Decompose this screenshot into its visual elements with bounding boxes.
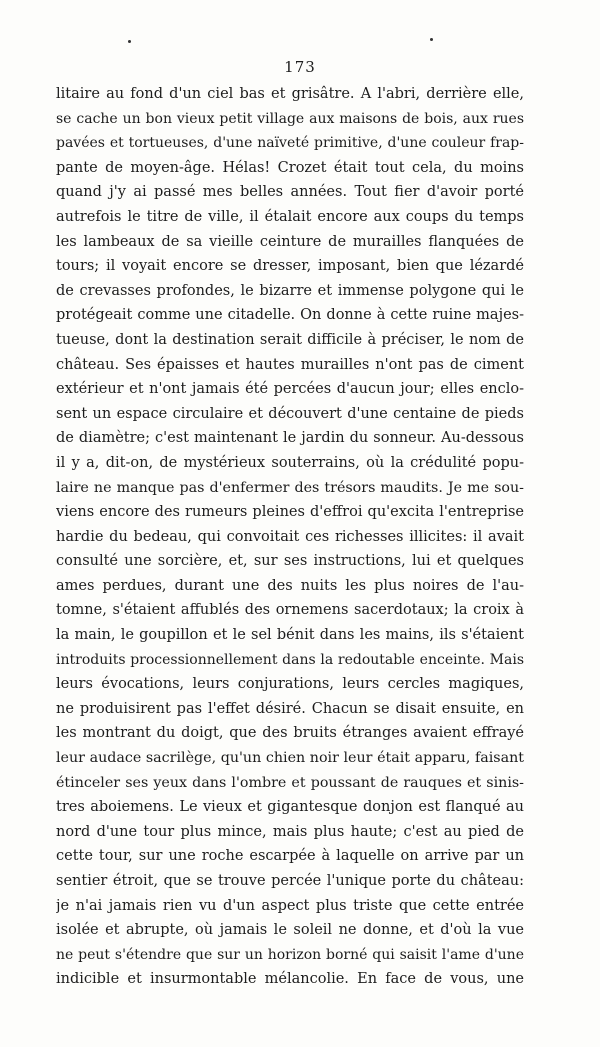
text-line: protégeait comme une citadelle. On donne à cette ruine majes- xyxy=(56,307,524,324)
text-line: ne produisirent pas l'effet désiré. Chacun se disait ensuite, en xyxy=(56,700,524,717)
text-line: étinceler ses yeux dans l'ombre et poussant de rauques et sinis- xyxy=(56,774,524,791)
text-line: je n'ai jamais rien vu d'un aspect plus triste que cette entrée xyxy=(56,897,524,914)
text-line: la main, le goupillon et le sel bénit dans les mains, ils s'étaient xyxy=(56,627,524,644)
text-line: pante de moyen-âge. Hélas! Crozet était tout cela, du moins xyxy=(56,159,524,176)
text-line: leur audace sacrilège, qu'un chien noir leur était apparu, faisant xyxy=(56,750,524,767)
text-line: isolée et abrupte, où jamais le soleil ne donne, et d'où la vue xyxy=(56,922,524,939)
text-line: il y a, dit-on, de mystérieux souterrains, où la crédulité popu- xyxy=(56,454,524,471)
text-line: ne peut s'étendre que sur un horizon borné qui saisit l'ame d'une xyxy=(56,946,524,963)
text-line: château. Ses épaisses et hautes murailles n'ont pas de ciment xyxy=(56,356,524,373)
text-line: se cache un bon vieux petit village aux maisons de bois, aux rues xyxy=(56,110,524,127)
text-line: viens encore des rumeurs pleines d'effroi qu'excita l'entreprise xyxy=(56,504,524,521)
ink-speck xyxy=(430,38,433,41)
text-line: les montrant du doigt, que des bruits étranges avaient effrayé xyxy=(56,725,524,742)
text-line: leurs évocations, leurs conjurations, leurs cercles magiques, xyxy=(56,676,524,693)
text-line: tomne, s'étaient affublés des ornemens sacerdotaux; la croix à xyxy=(56,602,524,619)
text-line: tours; il voyait encore se dresser, imposant, bien que lézardé xyxy=(56,258,524,275)
text-line: cette tour, sur une roche escarpée à laquelle on arrive par un xyxy=(56,848,524,865)
ink-speck xyxy=(128,40,131,43)
text-line: tres aboiemens. Le vieux et gigantesque donjon est flanqué au xyxy=(56,799,524,816)
text-line: extérieur et n'ont jamais été percées d'aucun jour; elles enclo- xyxy=(56,381,524,398)
text-line: autrefois le titre de ville, il étalait encore aux coups du temps xyxy=(56,208,524,225)
text-line: de crevasses profondes, le bizarre et immense polygone qui le xyxy=(56,282,524,299)
text-line: sentier étroit, que se trouve percée l'unique porte du château: xyxy=(56,873,524,889)
text-line: hardie du bedeau, qui convoitait ces richesses illicites: il avait xyxy=(56,528,524,545)
text-line: introduits processionnellement dans la redoutable enceinte. Mais xyxy=(56,651,524,668)
text-line: nord d'une tour plus mince, mais plus haute; c'est au pied de xyxy=(56,823,524,840)
text-line: consulté une sorcière, et, sur ses instructions, lui et quelques xyxy=(56,553,524,570)
text-line: laire ne manque pas d'enfermer des trésors maudits. Je me sou- xyxy=(56,479,524,496)
text-line: sent un espace circulaire et découvert d'une centaine de pieds xyxy=(56,405,524,422)
text-line: indicible et insurmontable mélancolie. En face de vous, une xyxy=(56,971,524,988)
text-line: de diamètre; c'est maintenant le jardin du sonneur. Au-dessous xyxy=(56,430,524,447)
text-line: litaire au fond d'un ciel bas et grisâtre. A l'abri, derrière elle, xyxy=(56,86,524,102)
text-line: tueuse, dont la destination serait difficile à préciser, le nom de xyxy=(56,331,524,348)
text-line: ames perdues, durant une des nuits les plus noires de l'au- xyxy=(56,577,524,594)
text-line: les lambeaux de sa vieille ceinture de murailles flanquées de xyxy=(56,233,524,250)
page-number: 173 xyxy=(284,58,316,76)
body-text xyxy=(56,82,524,992)
text-line: pavées et tortueuses, d'une naïveté primitive, d'une couleur frap- xyxy=(56,135,524,152)
text-line: quand j'y ai passé mes belles années. Tout fier d'avoir porté xyxy=(56,184,524,201)
